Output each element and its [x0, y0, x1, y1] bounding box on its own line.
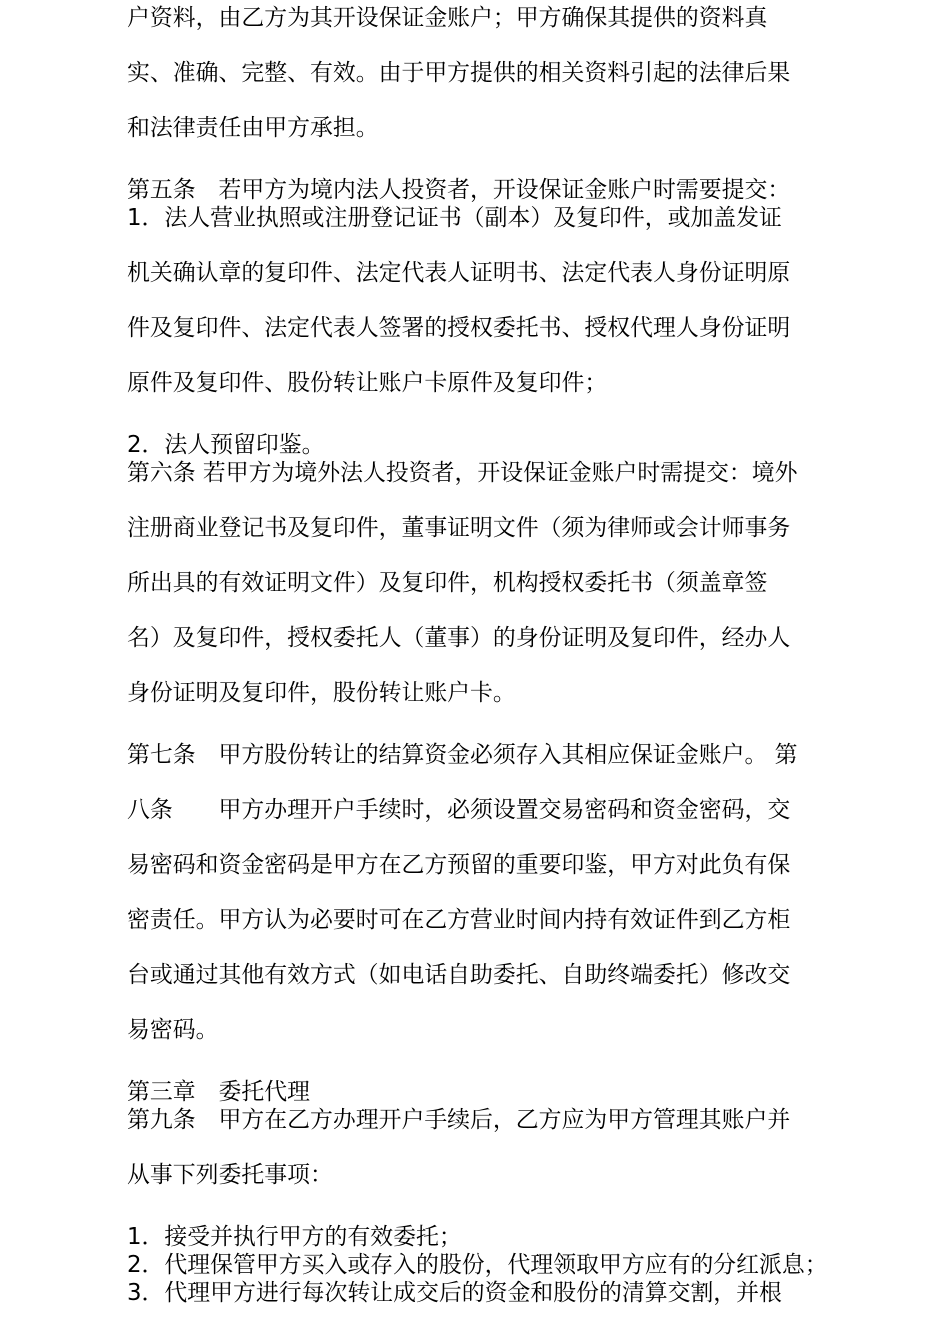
text-line: 第七条 甲方股份转让的结算资金必须存入其相应保证金账户。 第: [127, 742, 798, 768]
text-line: 易密码和资金密码是甲方在乙方预留的重要印鉴，甲方对此负有保: [127, 852, 791, 878]
text-line: 从事下列委托事项：: [127, 1162, 333, 1188]
list-item: 2．代理保管甲方买入或存入的股份，代理领取甲方应有的分红派息；: [127, 1252, 828, 1278]
section-heading: 第三章 委托代理: [127, 1079, 310, 1105]
text-line: 第六条 若甲方为境外法人投资者，开设保证金账户时需提交：境外: [127, 460, 798, 486]
text-line: 名）及复印件，授权委托人（董事）的身份证明及复印件，经办人: [127, 625, 791, 651]
text-line: 注册商业登记书及复印件，董事证明文件（须为律师或会计师事务: [127, 515, 791, 541]
text-line: 件及复印件、法定代表人签署的授权委托书、授权代理人身份证明: [127, 315, 791, 341]
text-line: 密责任。甲方认为必要时可在乙方营业时间内持有效证件到乙方柜: [127, 907, 791, 933]
text-line: 实、准确、完整、有效。由于甲方提供的相关资料引起的法律后果: [127, 60, 791, 86]
text-line: 八条 甲方办理开户手续时，必须设置交易密码和资金密码，交: [127, 797, 791, 823]
text-line: 户资料，由乙方为其开设保证金账户；甲方确保其提供的资料真: [127, 5, 768, 31]
text-line: 2．法人预留印鉴。: [127, 432, 325, 458]
list-item: 3．代理甲方进行每次转让成交后的资金和股份的清算交割，并根: [127, 1280, 782, 1306]
text-line: 台或通过其他有效方式（如电话自助委托、自助终端委托）修改交: [127, 962, 791, 988]
text-line: 和法律责任由甲方承担。: [127, 115, 379, 141]
text-line: 机关确认章的复印件、法定代表人证明书、法定代表人身份证明原: [127, 260, 791, 286]
text-line: 第五条 若甲方为境内法人投资者，开设保证金账户时需要提交：: [127, 177, 791, 203]
text-line: 1．法人营业执照或注册登记证书（副本）及复印件，或加盖发证: [127, 205, 782, 231]
text-line: 易密码。: [127, 1017, 219, 1043]
text-line: 原件及复印件、股份转让账户卡原件及复印件；: [127, 370, 608, 396]
list-item: 1．接受并执行甲方的有效委托；: [127, 1224, 462, 1250]
text-line: 身份证明及复印件，股份转让账户卡。: [127, 680, 516, 706]
text-line: 所出具的有效证明文件）及复印件，机构授权委托书（须盖章签: [127, 570, 768, 596]
text-line: 第九条 甲方在乙方办理开户手续后，乙方应为甲方管理其账户并: [127, 1107, 791, 1133]
